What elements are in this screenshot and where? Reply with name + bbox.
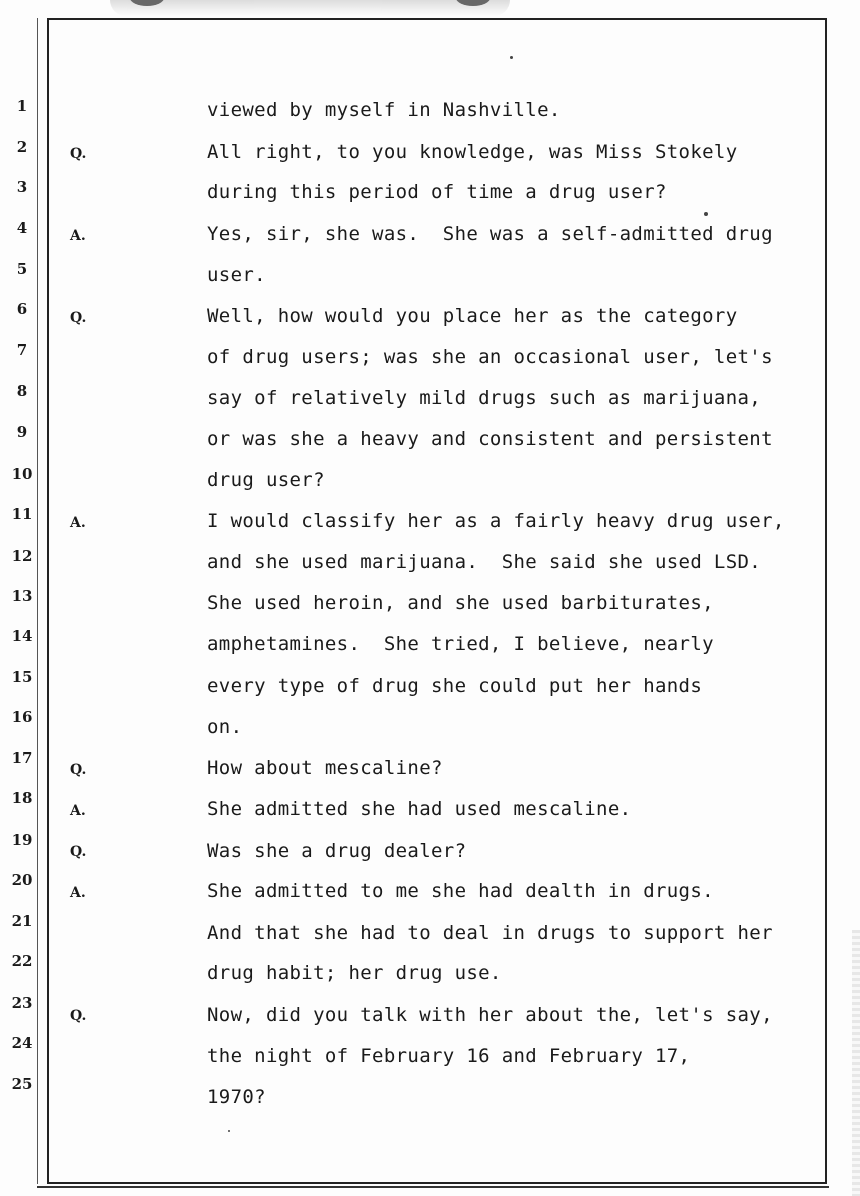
- transcript-line: the night of February 16 and February 17,: [207, 1045, 691, 1067]
- transcript-line: user.: [207, 264, 266, 286]
- line-number: 20: [11, 871, 33, 889]
- speaker-label: Q.: [70, 844, 87, 860]
- transcript-line: amphetamines. She tried, I believe, nearly: [207, 633, 714, 655]
- line-number: 15: [11, 668, 33, 686]
- line-number: 10: [11, 465, 33, 483]
- transcript-line: 1970?: [207, 1086, 266, 1108]
- speaker-label: A.: [70, 228, 86, 244]
- line-number: 2: [16, 138, 28, 156]
- transcript-line: or was she a heavy and consistent and persistent: [207, 428, 773, 450]
- transcript-line: She admitted to me she had dealth in drugs.: [207, 880, 714, 902]
- speaker-label: A.: [70, 885, 86, 901]
- transcript-line: drug habit; her drug use.: [207, 962, 502, 984]
- transcript-line: during this period of time a drug user?: [207, 181, 667, 203]
- speaker-label: Q.: [70, 310, 87, 326]
- line-number: 12: [11, 547, 33, 565]
- line-number: 14: [11, 627, 33, 645]
- transcript-line: on.: [207, 716, 243, 738]
- speaker-label: A.: [70, 515, 86, 531]
- line-number: 3: [16, 178, 28, 196]
- transcript-line: viewed by myself in Nashville.: [207, 99, 561, 121]
- transcript-line: And that she had to deal in drugs to support her: [207, 922, 773, 944]
- line-number: 7: [16, 341, 28, 359]
- transcript-line: Yes, sir, she was. She was a self-admitted drug: [207, 223, 773, 245]
- line-number: 5: [16, 260, 28, 278]
- transcript-line: She used heroin, and she used barbiturates,: [207, 592, 714, 614]
- line-number: 23: [11, 994, 33, 1012]
- line-number: 6: [16, 300, 28, 318]
- speaker-label: Q.: [70, 762, 87, 778]
- line-number: 4: [16, 219, 28, 237]
- transcript-line: Now, did you talk with her about the, let's say,: [207, 1004, 773, 1026]
- transcript-line: and she used marijuana. She said she used LSD.: [207, 551, 762, 573]
- line-number: 18: [11, 789, 33, 807]
- transcript-line: Was she a drug dealer?: [207, 840, 467, 862]
- line-number: 24: [11, 1034, 33, 1052]
- line-number: 17: [11, 749, 33, 767]
- speaker-label: A.: [70, 803, 86, 819]
- transcript-line: of drug users; was she an occasional user, let's: [207, 346, 773, 368]
- transcript-line: every type of drug she could put her hands: [207, 675, 703, 697]
- line-number: 19: [11, 831, 33, 849]
- transcript-line: How about mescaline?: [207, 757, 443, 779]
- transcript-line: All right, to you knowledge, was Miss Stokely: [207, 141, 738, 163]
- line-number: 22: [11, 952, 33, 970]
- transcript-line: I would classify her as a fairly heavy drug user,: [207, 510, 785, 532]
- line-number: 9: [16, 423, 28, 441]
- line-number: 25: [11, 1075, 33, 1093]
- transcript-line: drug user?: [207, 469, 325, 491]
- speaker-label: Q.: [70, 1008, 87, 1024]
- line-number: 21: [11, 912, 33, 930]
- line-number: 8: [16, 382, 28, 400]
- line-number: 16: [11, 708, 33, 726]
- transcript-line: say of relatively mild drugs such as marijuana,: [207, 387, 762, 409]
- line-number: 11: [11, 505, 33, 523]
- transcript-line: Well, how would you place her as the category: [207, 305, 738, 327]
- line-number: 1: [16, 97, 28, 115]
- speaker-label: Q.: [70, 146, 87, 162]
- transcript-line: She admitted she had used mescaline.: [207, 798, 632, 820]
- line-number: 13: [11, 587, 33, 605]
